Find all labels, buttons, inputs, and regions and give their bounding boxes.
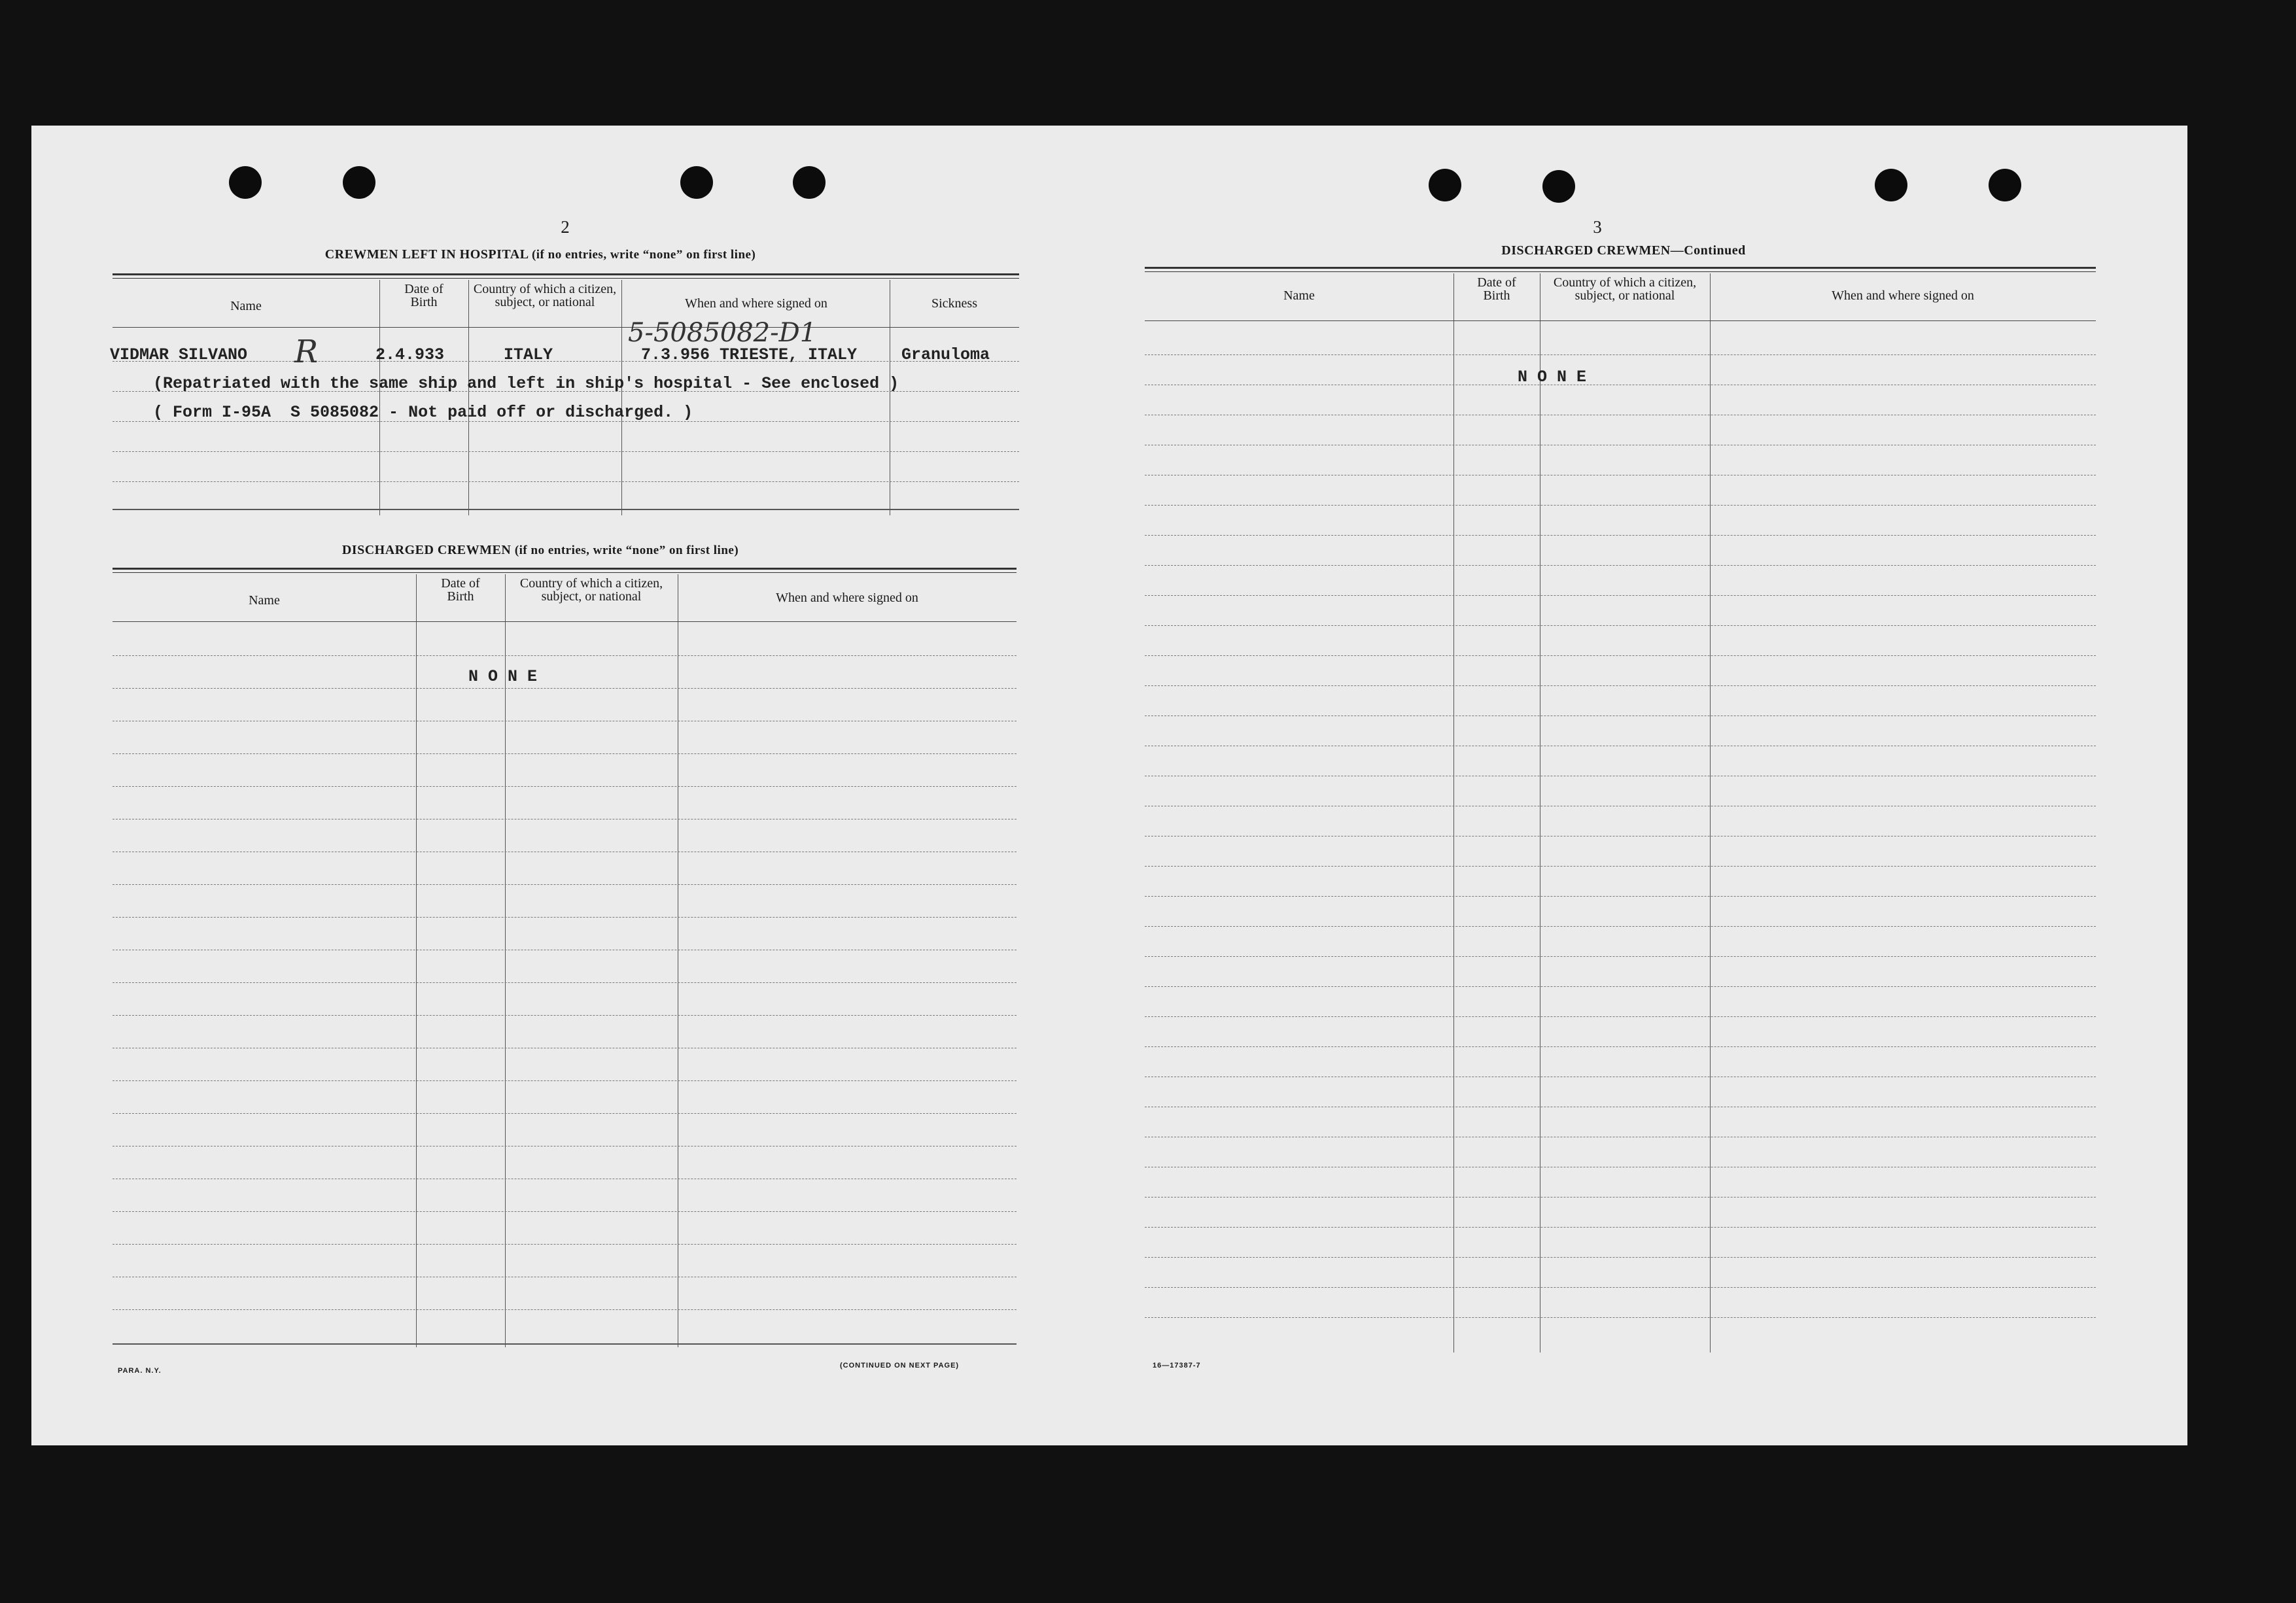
entry-dob: 2.4.933 — [375, 345, 445, 364]
row-rule — [1145, 685, 2096, 686]
header-sickness: Sickness — [931, 296, 977, 311]
punch-hole — [1429, 169, 1461, 201]
row-rule — [1145, 866, 2096, 867]
footer-form-number: 16—17387-7 — [1153, 1362, 1201, 1370]
header-country: Country of which a citizen, subject, or national — [473, 282, 617, 309]
row-rule — [1145, 956, 2096, 957]
punch-hole — [229, 166, 262, 199]
footer-continued: (CONTINUED ON NEXT PAGE) — [840, 1362, 960, 1370]
header-name: Name — [249, 593, 280, 608]
row-rule — [113, 509, 1019, 510]
handwritten-seaman-number: 5-5085082-D1 — [628, 318, 817, 348]
row-rule — [113, 1244, 1017, 1245]
column-divider — [1453, 273, 1454, 1353]
row-rule — [113, 1015, 1017, 1016]
row-rule — [1145, 655, 2096, 656]
hospital-title-note: (if no entries, write “none” on first line) — [531, 248, 756, 262]
punch-hole — [1875, 169, 1907, 201]
row-rule — [113, 982, 1017, 983]
row-rule — [113, 786, 1017, 787]
row-rule — [113, 1211, 1017, 1212]
column-divider — [1710, 273, 1711, 1353]
entry-remark: ( Form I-95A S 5085082 - Not paid off or discharged. ) — [153, 403, 693, 422]
entry-signed-on: 7.3.956 TRIESTE, ITALY — [641, 345, 858, 364]
row-rule — [1145, 1287, 2096, 1288]
table-top-rule — [113, 278, 1019, 279]
header-name: Name — [230, 299, 262, 313]
row-rule — [1145, 896, 2096, 897]
row-rule — [1145, 535, 2096, 536]
hospital-table — [113, 273, 1019, 515]
punch-hole — [1989, 169, 2021, 201]
page-number-left: 2 — [561, 217, 570, 237]
column-divider — [621, 280, 622, 515]
row-rule — [113, 884, 1017, 885]
header-dob: Date of Birth — [1477, 275, 1516, 303]
table-top-rule — [113, 273, 1019, 275]
row-rule — [113, 1309, 1017, 1310]
discharged-title-note: (if no entries, write “none” on first line) — [514, 543, 739, 557]
row-rule — [1145, 986, 2096, 987]
column-divider — [416, 574, 417, 1347]
header-country: Country of which a citizen, subject, or national — [519, 576, 663, 604]
row-rule — [1145, 625, 2096, 626]
handwritten-initials: R — [294, 334, 319, 370]
table-top-rule — [1145, 271, 2096, 272]
hospital-section-title — [111, 247, 969, 262]
punch-hole — [1542, 170, 1575, 203]
column-divider — [505, 574, 506, 1347]
row-rule — [1145, 354, 2096, 355]
table-top-rule — [113, 568, 1017, 570]
row-rule — [113, 753, 1017, 754]
row-rule — [1145, 565, 2096, 566]
header-dob: Date of Birth — [441, 576, 480, 604]
table-top-rule — [113, 572, 1017, 573]
header-name: Name — [1283, 288, 1315, 303]
header-dob: Date of Birth — [404, 282, 444, 309]
punch-hole — [343, 166, 375, 199]
row-rule — [1145, 715, 2096, 716]
row-rule — [1145, 595, 2096, 596]
column-divider — [468, 280, 469, 515]
row-rule — [113, 1080, 1017, 1081]
page-number-right: 3 — [1593, 217, 1602, 237]
entry-remark: (Repatriated with the same ship and left in ship's hospital - See enclosed ) — [153, 374, 899, 393]
punch-hole — [793, 166, 826, 199]
column-divider — [379, 280, 380, 515]
discharged-title-text: DISCHARGED CREWMEN — [341, 543, 512, 557]
row-rule — [113, 481, 1019, 482]
entry-name: VIDMAR SILVANO — [110, 345, 248, 364]
row-rule — [1145, 1257, 2096, 1258]
none-entry: N O N E — [1518, 368, 1587, 387]
entry-sickness: Granuloma — [901, 345, 990, 364]
header-bottom-rule — [1145, 320, 2096, 321]
header-signed-on: When and where signed on — [776, 591, 918, 605]
discharged-continued-title: DISCHARGED CREWMEN—Continued — [1501, 243, 1746, 258]
row-rule — [1145, 1227, 2096, 1228]
document-sheet — [31, 126, 2187, 1445]
discharged-section-title — [111, 543, 969, 558]
row-rule — [113, 361, 1019, 362]
row-rule — [113, 1113, 1017, 1114]
header-bottom-rule — [113, 621, 1017, 622]
none-entry: N O N E — [468, 667, 538, 686]
row-rule — [113, 451, 1019, 452]
row-rule — [113, 688, 1017, 689]
discharged-table — [113, 568, 1017, 1347]
footer-printer: PARA. N.Y. — [118, 1367, 162, 1375]
row-rule — [1145, 926, 2096, 927]
hospital-title-text: CREWMEN LEFT IN HOSPITAL — [324, 247, 529, 262]
row-rule — [1145, 505, 2096, 506]
entry-country: ITALY — [504, 345, 553, 364]
row-rule — [1145, 1016, 2096, 1017]
header-bottom-rule — [113, 327, 1019, 328]
row-rule — [113, 917, 1017, 918]
table-top-rule — [1145, 267, 2096, 269]
row-rule — [1145, 1046, 2096, 1047]
header-signed-on: When and where signed on — [1832, 288, 1974, 303]
header-country: Country of which a citizen, subject, or national — [1553, 275, 1697, 303]
table-bottom-rule — [113, 1343, 1017, 1345]
discharged-continued-table — [1145, 267, 2096, 1353]
header-signed-on: When and where signed on — [685, 296, 827, 311]
row-rule — [113, 655, 1017, 656]
punch-hole — [680, 166, 713, 199]
row-rule — [1145, 1317, 2096, 1318]
row-rule — [1145, 1197, 2096, 1198]
